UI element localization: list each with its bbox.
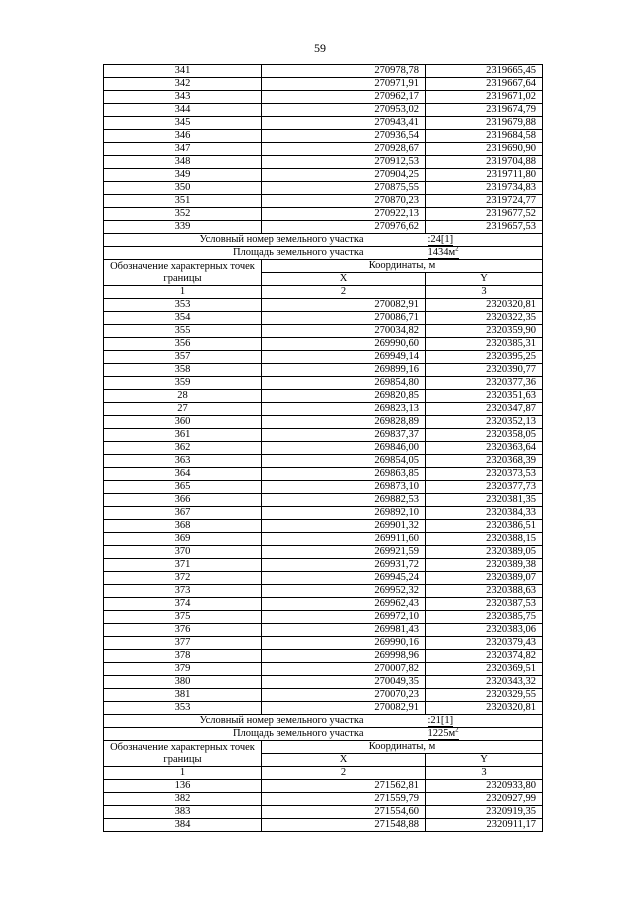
- column-number: 3: [426, 767, 543, 780]
- table-header-row: [104, 260, 543, 273]
- x-coordinate: 269972,10: [262, 611, 426, 624]
- point-number: 359: [104, 377, 262, 390]
- point-number: 349: [104, 169, 262, 182]
- point-number: 28: [104, 390, 262, 403]
- point-number: 364: [104, 468, 262, 481]
- table-row: [104, 208, 543, 221]
- x-coordinate: 270070,23: [262, 689, 426, 702]
- column-number-row: [104, 767, 543, 780]
- y-coordinate: 2319667,64: [426, 78, 543, 91]
- coordinates-header: Координаты, м: [262, 260, 543, 273]
- x-coordinate: 269892,10: [262, 507, 426, 520]
- point-number: 352: [104, 208, 262, 221]
- table-row: [104, 182, 543, 195]
- table-row: [104, 780, 543, 793]
- y-coordinate: 2320388,63: [426, 585, 543, 598]
- table-header-row: [104, 741, 543, 754]
- table-row: [104, 572, 543, 585]
- table-row: [104, 637, 543, 650]
- x-coordinate: 269863,85: [262, 468, 426, 481]
- table-row: [104, 468, 543, 481]
- x-coordinate: 270928,67: [262, 143, 426, 156]
- parcel-number-row: [104, 715, 543, 728]
- point-number: 375: [104, 611, 262, 624]
- x-coordinate: 270875,55: [262, 182, 426, 195]
- table-row: [104, 624, 543, 637]
- y-coordinate: 2319679,88: [426, 117, 543, 130]
- x-coordinate: 270943,41: [262, 117, 426, 130]
- x-coordinate: 269901,32: [262, 520, 426, 533]
- point-number: 343: [104, 91, 262, 104]
- y-coordinate: 2320395,25: [426, 351, 543, 364]
- table-row: [104, 338, 543, 351]
- point-number: 355: [104, 325, 262, 338]
- table-row: [104, 416, 543, 429]
- y-coordinate: 2320320,81: [426, 702, 543, 715]
- x-coordinate: 269899,16: [262, 364, 426, 377]
- y-coordinate: 2320322,35: [426, 312, 543, 325]
- x-coordinate: 270870,23: [262, 195, 426, 208]
- point-designation-header: Обозначение характерных точек границы: [104, 260, 262, 286]
- y-coordinate: 2319711,80: [426, 169, 543, 182]
- y-coordinate: 2319674,79: [426, 104, 543, 117]
- y-coordinate: 2320358,05: [426, 429, 543, 442]
- area-unit-superscript: 2: [455, 727, 459, 734]
- point-number: 351: [104, 195, 262, 208]
- point-number: 363: [104, 455, 262, 468]
- y-coordinate: 2320390,77: [426, 364, 543, 377]
- parcel-number-label: Условный номер земельного участка: [104, 234, 426, 247]
- y-coordinate: 2320368,39: [426, 455, 543, 468]
- coordinates-header: Координаты, м: [262, 741, 543, 754]
- point-number: 371: [104, 559, 262, 572]
- point-number: 357: [104, 351, 262, 364]
- column-number-row: [104, 286, 543, 299]
- table-row: [104, 793, 543, 806]
- x-coordinate: 270904,25: [262, 169, 426, 182]
- table-row: [104, 143, 543, 156]
- coordinates-table-body: [104, 65, 543, 832]
- x-coordinate: 270912,53: [262, 156, 426, 169]
- table-row: [104, 546, 543, 559]
- column-number: 1: [104, 286, 262, 299]
- x-header: X: [262, 754, 426, 767]
- table-row: [104, 520, 543, 533]
- table-row: [104, 455, 543, 468]
- x-coordinate: 269952,32: [262, 585, 426, 598]
- parcel-area-value: [426, 247, 543, 260]
- table-row: [104, 559, 543, 572]
- point-number: 380: [104, 676, 262, 689]
- parcel-area-text: $1225м^2$: [427, 727, 459, 739]
- x-coordinate: 269854,05: [262, 455, 426, 468]
- point-number: 373: [104, 585, 262, 598]
- x-coordinate: 269820,85: [262, 390, 426, 403]
- table-row: [104, 221, 543, 234]
- point-number: 370: [104, 546, 262, 559]
- column-number: 2: [262, 286, 426, 299]
- y-coordinate: 2320320,81: [426, 299, 543, 312]
- table-row: [104, 585, 543, 598]
- x-coordinate: 269931,72: [262, 559, 426, 572]
- y-coordinate: 2320383,06: [426, 624, 543, 637]
- parcel-number-row: [104, 234, 543, 247]
- point-number: 365: [104, 481, 262, 494]
- point-number: 136: [104, 780, 262, 793]
- x-coordinate: 269823,13: [262, 403, 426, 416]
- table-row: [104, 598, 543, 611]
- point-designation-header: Обозначение характерных точек границы: [104, 741, 262, 767]
- point-number: 361: [104, 429, 262, 442]
- parcel-area-row: [104, 247, 543, 260]
- table-row: [104, 650, 543, 663]
- table-row: [104, 819, 543, 832]
- table-row: [104, 533, 543, 546]
- area-unit-superscript: 2: [455, 246, 459, 253]
- x-coordinate: 270086,71: [262, 312, 426, 325]
- table-row: [104, 689, 543, 702]
- table-row: [104, 390, 543, 403]
- y-coordinate: 2320388,15: [426, 533, 543, 546]
- table-row: [104, 78, 543, 91]
- y-coordinate: 2320351,63: [426, 390, 543, 403]
- point-number: 376: [104, 624, 262, 637]
- y-coordinate: 2319704,88: [426, 156, 543, 169]
- table-row: [104, 117, 543, 130]
- y-coordinate: 2320389,05: [426, 546, 543, 559]
- table-row: [104, 351, 543, 364]
- y-coordinate: 2319734,83: [426, 182, 543, 195]
- point-number: 342: [104, 78, 262, 91]
- x-coordinate: 269911,60: [262, 533, 426, 546]
- y-coordinate: 2320379,43: [426, 637, 543, 650]
- y-coordinate: 2320347,87: [426, 403, 543, 416]
- x-coordinate: 271562,81: [262, 780, 426, 793]
- x-coordinate: 270082,91: [262, 702, 426, 715]
- y-coordinate: 2320927,99: [426, 793, 543, 806]
- x-coordinate: 269981,43: [262, 624, 426, 637]
- x-coordinate: 270971,91: [262, 78, 426, 91]
- x-coordinate: 270034,82: [262, 325, 426, 338]
- table-row: [104, 169, 543, 182]
- x-coordinate: 269854,80: [262, 377, 426, 390]
- x-coordinate: 269990,60: [262, 338, 426, 351]
- y-coordinate: 2319690,90: [426, 143, 543, 156]
- table-row: [104, 481, 543, 494]
- point-number: 369: [104, 533, 262, 546]
- point-number: 350: [104, 182, 262, 195]
- x-coordinate: 269990,16: [262, 637, 426, 650]
- x-coordinate: 269873,10: [262, 481, 426, 494]
- table-row: [104, 676, 543, 689]
- table-row: [104, 312, 543, 325]
- y-coordinate: 2319724,77: [426, 195, 543, 208]
- point-number: 353: [104, 702, 262, 715]
- table-row: [104, 364, 543, 377]
- x-coordinate: 269945,24: [262, 572, 426, 585]
- table-row: [104, 65, 543, 78]
- point-number: 360: [104, 416, 262, 429]
- x-coordinate: 269828,89: [262, 416, 426, 429]
- point-number: 366: [104, 494, 262, 507]
- y-coordinate: 2319684,58: [426, 130, 543, 143]
- y-coordinate: 2320389,38: [426, 559, 543, 572]
- table-row: [104, 806, 543, 819]
- x-header: X: [262, 273, 426, 286]
- point-number: 353: [104, 299, 262, 312]
- point-number: 344: [104, 104, 262, 117]
- table-row: [104, 494, 543, 507]
- point-number: 374: [104, 598, 262, 611]
- y-coordinate: 2320384,33: [426, 507, 543, 520]
- y-coordinate: 2320343,32: [426, 676, 543, 689]
- y-coordinate: 2319665,45: [426, 65, 543, 78]
- x-coordinate: 271554,60: [262, 806, 426, 819]
- table-row: [104, 702, 543, 715]
- x-coordinate: 270976,62: [262, 221, 426, 234]
- point-number: 384: [104, 819, 262, 832]
- y-coordinate: 2320363,64: [426, 442, 543, 455]
- parcel-area-row: [104, 728, 543, 741]
- table-row: [104, 507, 543, 520]
- y-coordinate: 2320385,31: [426, 338, 543, 351]
- x-coordinate: 270049,35: [262, 676, 426, 689]
- y-coordinate: 2320374,82: [426, 650, 543, 663]
- x-coordinate: 269921,59: [262, 546, 426, 559]
- point-number: 341: [104, 65, 262, 78]
- table-row: [104, 91, 543, 104]
- point-number: 356: [104, 338, 262, 351]
- x-coordinate: 270007,82: [262, 663, 426, 676]
- parcel-number-text: :24[1]: [427, 234, 454, 245]
- point-number: 383: [104, 806, 262, 819]
- y-coordinate: 2320329,55: [426, 689, 543, 702]
- y-coordinate: 2320933,80: [426, 780, 543, 793]
- table-row: [104, 325, 543, 338]
- x-coordinate: 269882,53: [262, 494, 426, 507]
- point-number: 358: [104, 364, 262, 377]
- x-coordinate: 269846,00: [262, 442, 426, 455]
- parcel-number-label: Условный номер земельного участка: [104, 715, 426, 728]
- table-row: [104, 156, 543, 169]
- y-coordinate: 2320919,35: [426, 806, 543, 819]
- x-coordinate: 269837,37: [262, 429, 426, 442]
- point-number: 345: [104, 117, 262, 130]
- parcel-number-value: [426, 715, 543, 728]
- table-row: [104, 130, 543, 143]
- parcel-area-text: $1434м^2$: [427, 246, 459, 258]
- x-coordinate: 269962,43: [262, 598, 426, 611]
- y-header: Y: [426, 273, 543, 286]
- x-coordinate: 270936,54: [262, 130, 426, 143]
- parcel-area-value: [426, 728, 543, 741]
- point-number: 362: [104, 442, 262, 455]
- y-coordinate: 2320377,36: [426, 377, 543, 390]
- x-coordinate: 271548,88: [262, 819, 426, 832]
- y-coordinate: 2319657,53: [426, 221, 543, 234]
- point-number: 377: [104, 637, 262, 650]
- column-number: 1: [104, 767, 262, 780]
- point-number: 379: [104, 663, 262, 676]
- point-number: 368: [104, 520, 262, 533]
- table-row: [104, 663, 543, 676]
- y-coordinate: 2319677,52: [426, 208, 543, 221]
- point-number: 354: [104, 312, 262, 325]
- table-row: [104, 299, 543, 312]
- x-coordinate: 269998,96: [262, 650, 426, 663]
- point-number: 27: [104, 403, 262, 416]
- y-coordinate: 2320389,07: [426, 572, 543, 585]
- x-coordinate: 269949,14: [262, 351, 426, 364]
- x-coordinate: 270922,13: [262, 208, 426, 221]
- point-number: 372: [104, 572, 262, 585]
- parcel-number-text: :21[1]: [427, 715, 454, 726]
- y-coordinate: 2320369,51: [426, 663, 543, 676]
- point-number: 346: [104, 130, 262, 143]
- point-number: 347: [104, 143, 262, 156]
- page-number: 59: [314, 41, 326, 55]
- y-coordinate: 2320373,53: [426, 468, 543, 481]
- y-header: Y: [426, 754, 543, 767]
- y-coordinate: 2319671,02: [426, 91, 543, 104]
- point-number: 339: [104, 221, 262, 234]
- table-row: [104, 429, 543, 442]
- y-coordinate: 2320911,17: [426, 819, 543, 832]
- parcel-number-value: [426, 234, 543, 247]
- x-coordinate: 270953,02: [262, 104, 426, 117]
- y-coordinate: 2320387,53: [426, 598, 543, 611]
- point-number: 367: [104, 507, 262, 520]
- parcel-area-label: Площадь земельного участка: [104, 247, 426, 260]
- column-number: 2: [262, 767, 426, 780]
- point-number: 381: [104, 689, 262, 702]
- x-coordinate: 271559,79: [262, 793, 426, 806]
- y-coordinate: 2320377,73: [426, 481, 543, 494]
- y-coordinate: 2320381,35: [426, 494, 543, 507]
- table-row: [104, 442, 543, 455]
- coordinates-table: [103, 64, 543, 832]
- x-coordinate: 270962,17: [262, 91, 426, 104]
- column-number: 3: [426, 286, 543, 299]
- y-coordinate: 2320385,75: [426, 611, 543, 624]
- y-coordinate: 2320386,51: [426, 520, 543, 533]
- table-row: [104, 403, 543, 416]
- x-coordinate: 270978,78: [262, 65, 426, 78]
- parcel-area-label: Площадь земельного участка: [104, 728, 426, 741]
- table-row: [104, 104, 543, 117]
- x-coordinate: 270082,91: [262, 299, 426, 312]
- y-coordinate: 2320359,90: [426, 325, 543, 338]
- point-number: 378: [104, 650, 262, 663]
- table-row: [104, 195, 543, 208]
- y-coordinate: 2320352,13: [426, 416, 543, 429]
- point-number: 382: [104, 793, 262, 806]
- point-number: 348: [104, 156, 262, 169]
- table-row: [104, 377, 543, 390]
- table-row: [104, 611, 543, 624]
